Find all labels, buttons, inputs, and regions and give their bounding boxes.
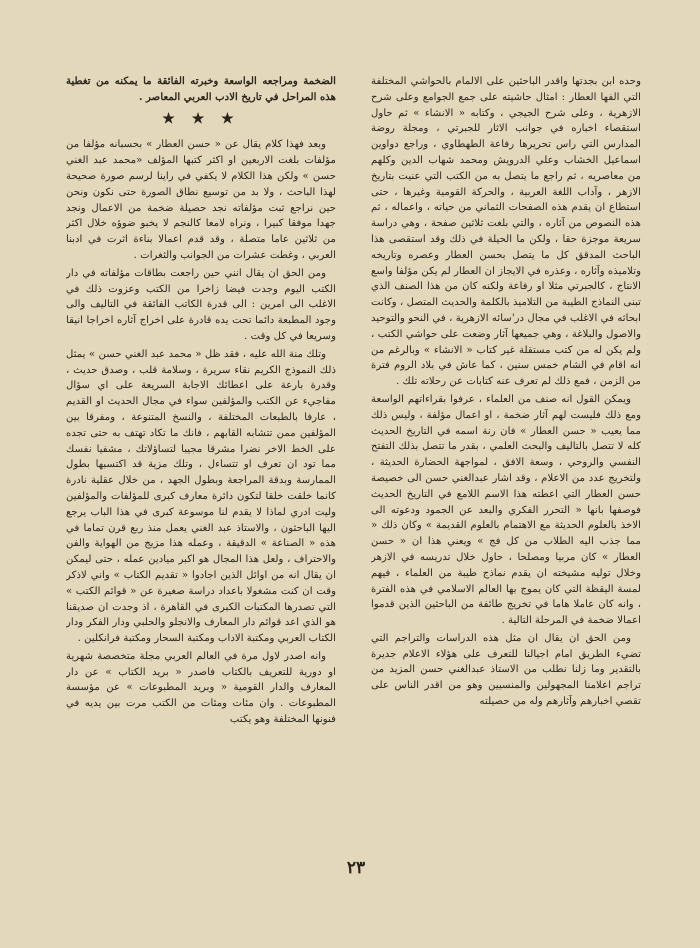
- section-separator-stars: ★ ★ ★: [162, 110, 240, 127]
- paragraph: وتلك منة الله عليه ، فقد ظل « محمد عبد الغني حسن » يمثل ذلك النموذج الكريم نقاء سريرة ، وسلامة قلب ، وصدق حديث ، وقدرة بارعة على اعطائك الاجابة السريعة على اي سؤال مفاجيء عن الكتب والمؤلفين سواء في مجال الحديث او القديم ، عارفا بالطبعات المختلفة ، والنسخ المتنوعة ، ومفرقا بين المؤلفين ممن تتشابه القابهم ، فانك ما تكاد تهتف به حتى تجده على الخط الاخر نضرا مشرقا مجيبا لتساؤلاتك ، مشفيا نفسك مما تود ان تعرف او تتساءل ، وتلك مزية قد اكتسبها بطول الممارسة وبدقة المراجعة وبطول الجهد ، من خلال عقلية نادرة كانما خلقت خلقا لتكون دائرة معارف كبرى للمؤلفات والمؤلفين وليت ادري لماذا لا يقدم لنا موسوعة كبرى في هذا الباب يرجع اليها الباحثون ، والاستاذ عبد الغني يعمل منذ ربع قرن تماما في هذه « الصناعة » الدقيقة ، وعمله هذا مزيج من الهواية والفن والاحتراف ، ولعل هذا المجال هو اكبر ميادين عمله ، حتى ليمكن ان يقال انه من اوائل الذين اجادوا « تقديم الكتاب » واني لاذكر وقت ان كنت مشغولا باعداد دراسة صغيرة عن « قوائم الكتب » التي تصدرها المكتبات الكبرى في القاهرة ، اذ وجدت ان صديقنا هو الذي اعد قوائم دار المعارف والانجلو والحلبي ودار الفكر ودار الكتاب العربي ومكتبة الاداب ومكتبة السحار ومكتبة فرانكلين .: [66, 348, 336, 645]
- paragraph: ومن الحق ان يقال انني حين راجعت بطاقات مؤلفاته في دار الكتب اليوم وجدت فيضا زاخرا من الكتب وعزوت ذلك في الاغلب الى امرين : الى قدرة الكاتب الفائقة في التاليف والى وجود المطبعة دائما تحت يده قادرة على اخراج آثاره اخراجا انيقا وسريعا في كل وقت .: [66, 267, 336, 342]
- paragraph: وبعد فهذا كلام يقال عن « حسن العطار » بحسبانه مؤلفا من مؤلفات بلغت الاربعين او اكثر كتبها المؤلف «محمد عبد الغني حسن » ولكن هذا الكلام لا يكفي في راينا لرسم صورة صحيحة لهذا الباحث ، ولا بد من توسيع نطاق الصورة حتى نكون ونحن حين نراجع ثبت مؤلفاته نجد حصيلة ضخمة من الاعمال ونجد جهدا موفقا كبيرا ، ونراه لامعا كالنجم لا يخبو ضوؤه خلال اكثر من ثلاثين عاما متصلة ، وقد قدم اعمالا بناءة اثرت في ادبنا العربي ، وغطت عشرات من الجوانب والثغرات .: [66, 139, 336, 261]
- paragraph: وانه اصدر لاول مرة في العالم العربي مجلة متخصصة شهرية او دورية للتعريف بالكتاب فاصدر « بريد الكتاب » عن دار المعارف والدار القومية « وبريد المطبوعات » عن مؤسسة المطبوعات . وان مئات ومئات من الكتب مرت بين يديه في فنونها المختلفة وهو يكتب: [66, 650, 336, 726]
- paragraph: وحده ابن بجدتها واقدر الباحثين على الالمام بالحواشي المختلفة التي الفها العطار : امثال حاشيته على جمع الجوامع وعلى شرح الازهرية ، وعلى شرح الجيجي ، وكتابه « الانشاء » ثم حاول استقصاء اخباره في جوانب الاثار للجبرتي ، ومجلة روضة المدارس التي راس تحريرها رفاعة الطهطاوي ، وراجع دواوين اسماعيل الخشاب وعلي الدرويش ومحمد شهاب الدين وكلهم من معاصريه ، ثم راجع ما يتصل به من الكتب التي عنيت بتاريخ الازهر ، وآداب اللغة العربية ، والحركة القومية وغيرها ، حتى استطاع ان يقدم هذه الصفحات الثماني من حياته ، واعماله ، ثم هذه النصوص من آثاره ، والتي بلغت ثلاثين صفحة ، وهي دراسة سريعة موجزة حقا ، ولكن ما الحيلة في ذلك وقد استقصى هذا الباحث المدقق كل ما يتصل بحسن العطار وعصره وتاريخه وتلاميذه وآثاره ، وعذره في الايجاز ان العطار لم يكن مؤلفا واسع الانتاج ، كالجبرتي مثلا او رفاعة ولكنه كان من هذا الصنف الذي تبنى النماذج الطيبة من التلاميذ بالكلمة والحديث المتصل ، وكانت ابحاثه في الاغلب في مجال در'سائه الازهرية ، في النحو والتوحيد والاصول والبلاغة ، وهي جميعها آثار وضعت على حواشي الكتب ، ولم يكن له من كتب مستقلة غير كتاب « الانشاء » وبالرغم من انه اقام في الشام خمس سنين ، كما عاش في بلاد الروم فترة من الزمن ، فمع ذلك لم تعرف عنه كتابات عن رحلاته تلك .: [371, 76, 641, 388]
- paragraph: ومن الحق ان يقال ان مثل هذه الدراسات والتراجم التي تضيء الطريق امام اجيالنا للتعرف على هؤلاء الاعلام جديرة بالتقدير وما زلنا نطلب من الاستاذ عبدالغني حسن المزيد من تراجم اعلامنا المجهولين والمنسيين وهو من اقدر الناس على تقصي اخبارهم وآثارهم وله من حصيلته: [371, 632, 641, 708]
- paragraph-intro: الضخمة ومراجعه الواسعة وخبرته الفائقة ما يمكنه من تغطية هذه المراحل في تاريخ الادب العربي المعاصر .: [66, 75, 336, 103]
- paragraph: ويمكن القول انه صنف من العلماء ، عرفوا بقراءاتهم الواسعة ومع ذلك فليست لهم آثار ضخمة ، او اعمال مؤلفة ، وليس ذلك مما يعيب « حسن العطار » فان رنة اسمه في التاريخ الحديث كله لا تتصل بالتاليف والبحث العلمي ، بقدر ما تتصل بذلك التفتح النفسي والروحي ، وسعة الافق ، لمواجهة الحضارة الحديثة ، ولتخريج عدد من الاعلام ، وقد اشار عبدالغني حسن الى خصيصة حسن العطار التي اعطته هذا الاسم اللامع في التاريخ الحديث فوصفها بانها « التحرر الفكري والبعد عن الجمود ودعوته الى الاخذ بالعلوم الحديثة مع الاهتمام بالعلوم القديمة » وكان ذلك « مما جذب اليه الطلاب من كل فج » ويعني هذا ان « حسن العطار » كان مربيا ومصلحا ، حاول خلال تدريسه في الازهر وخلال توليه مشيخته ان يقدم نماذج طيبة من العلماء ، فيهم لمسة اليقظة التي كان يموج بها العالم الاسلامي في هذه الفترة ، وانه كان عاملا هاما في تخريج طائفة من الباحثين الذين قدموا اعمالا ضخمة في المرحلة التالية .: [371, 393, 641, 627]
- page-number: ٢٣: [346, 858, 366, 878]
- left-column: [66, 74, 336, 864]
- book-page: [66, 74, 641, 904]
- right-column: [371, 74, 641, 894]
